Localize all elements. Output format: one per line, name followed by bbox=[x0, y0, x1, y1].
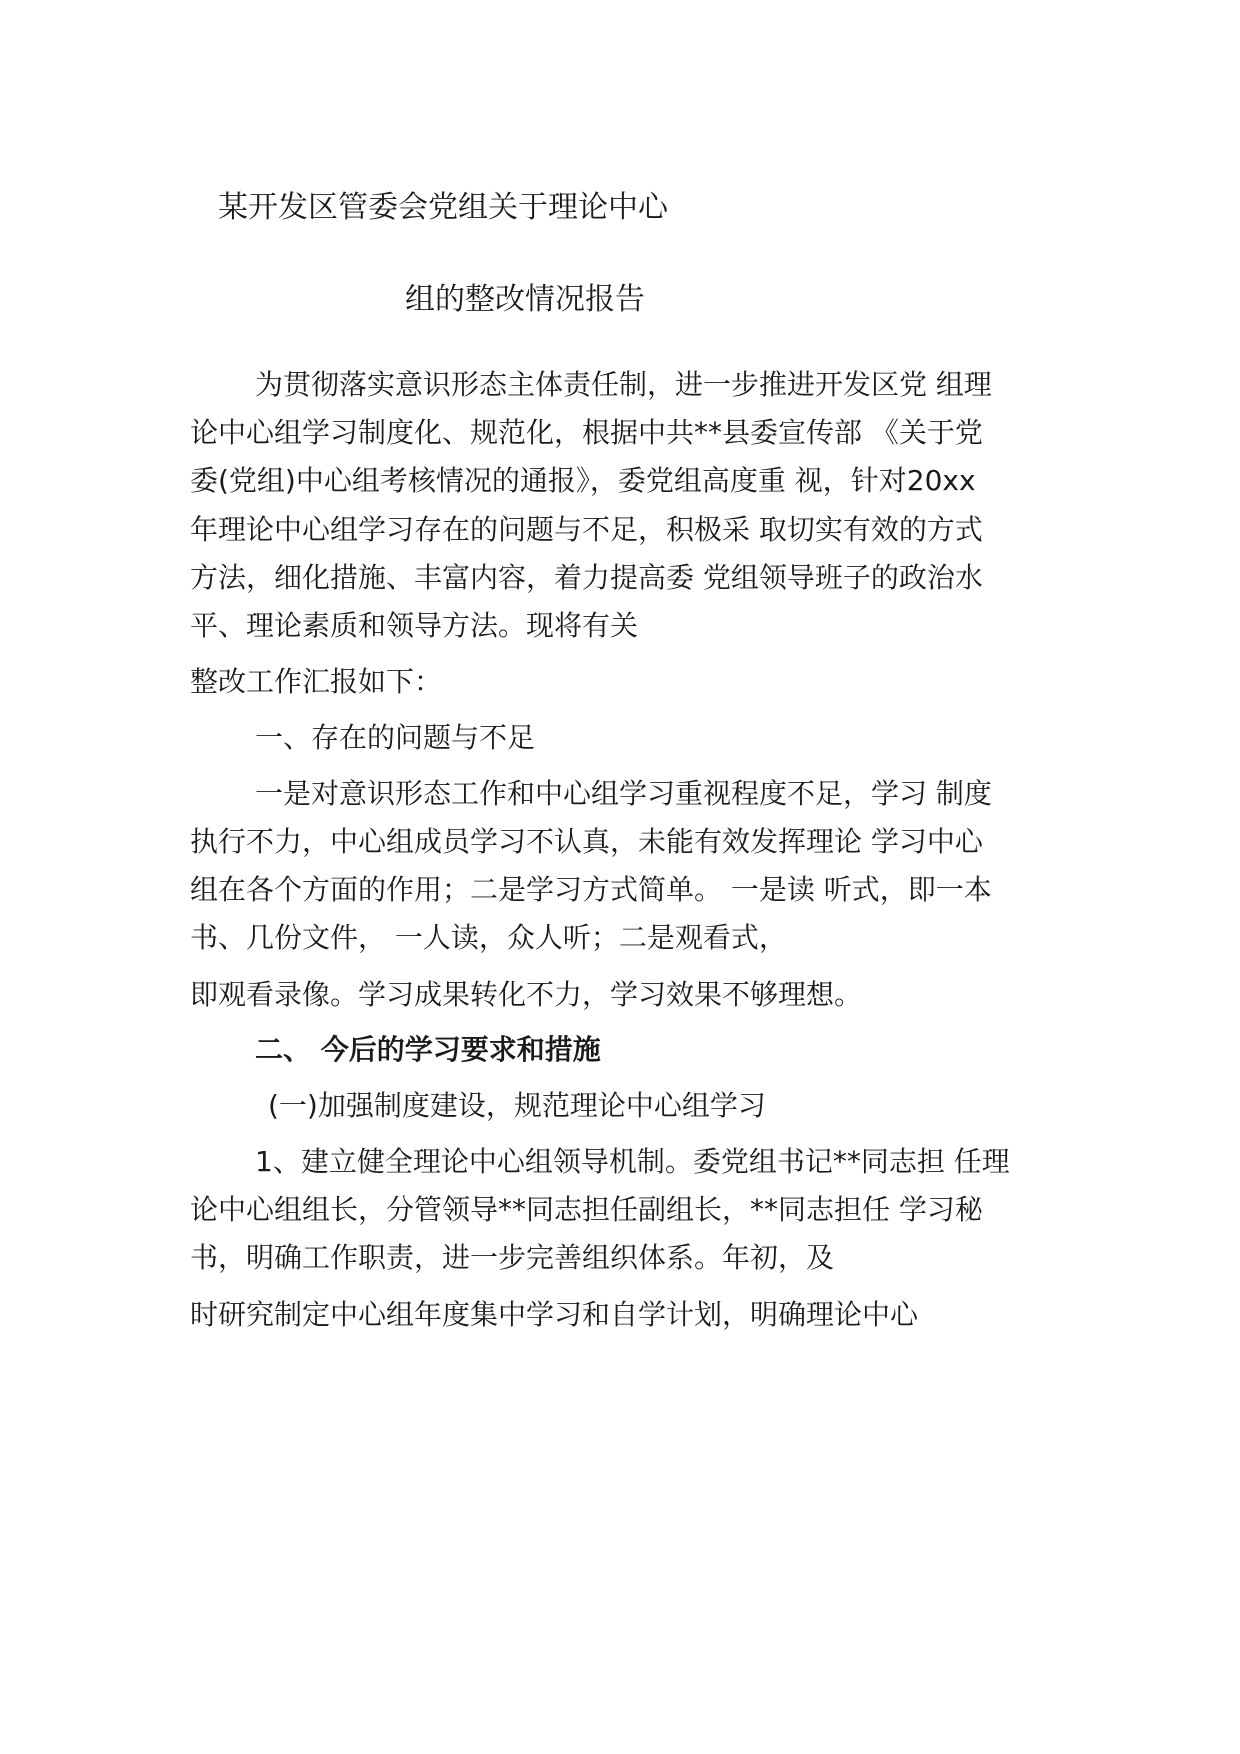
paragraph-line: 整改工作汇报如下： bbox=[190, 665, 443, 698]
paragraph-line: 时研究制定中心组年度集中学习和自学计划，明确理论中心 bbox=[190, 1298, 919, 1331]
paragraph-line: 书、几份文件， 一人读，众人听；二是观看式， bbox=[190, 921, 787, 954]
paragraph-line: 为贯彻落实意识形态主体责任制，进一步推进开发区党 组理 bbox=[255, 368, 992, 401]
paragraph-line: 委(党组)中心组考核情况的通报》，委党组高度重 视，针对20xx bbox=[190, 464, 976, 497]
section-heading-2: 二、 今后的学习要求和措施 bbox=[255, 1033, 601, 1066]
paragraph-line: 组在各个方面的作用；二是学习方式简单。 一是读 听式，即一本 bbox=[190, 873, 992, 906]
paragraph-line: 平、理论素质和领导方法。现将有关 bbox=[190, 609, 639, 642]
paragraph-line: 论中心组学习制度化、规范化，根据中共**县委宣传部 《关于党 bbox=[190, 416, 983, 449]
paragraph-line: 论中心组组长，分管领导**同志担任副组长，**同志担任 学习秘 bbox=[190, 1193, 983, 1226]
paragraph-line: 书，明确工作职责，进一步完善组织体系。年初，及 bbox=[190, 1241, 835, 1274]
document-title-line-1: 某开发区管委会党组关于理论中心 bbox=[218, 190, 668, 225]
section-heading-1: 一、存在的问题与不足 bbox=[255, 721, 536, 754]
document-title-line-2: 组的整改情况报告 bbox=[405, 282, 645, 317]
subsection-heading: (一)加强制度建设，规范理论中心组学习 bbox=[268, 1089, 766, 1122]
paragraph-line: 方法，细化措施、丰富内容，着力提高委 党组领导班子的政治水 bbox=[190, 561, 983, 594]
paragraph-line: 年理论中心组学习存在的问题与不足，积极采 取切实有效的方式 bbox=[190, 513, 983, 546]
paragraph-line: 执行不力，中心组成员学习不认真，未能有效发挥理论 学习中心 bbox=[190, 825, 983, 858]
paragraph-line: 1、建立健全理论中心组领导机制。委党组书记**同志担 任理 bbox=[255, 1145, 1010, 1178]
paragraph-line: 一是对意识形态工作和中心组学习重视程度不足，学习 制度 bbox=[255, 777, 992, 810]
paragraph-line: 即观看录像。学习成果转化不力，学习效果不够理想。 bbox=[190, 978, 863, 1011]
